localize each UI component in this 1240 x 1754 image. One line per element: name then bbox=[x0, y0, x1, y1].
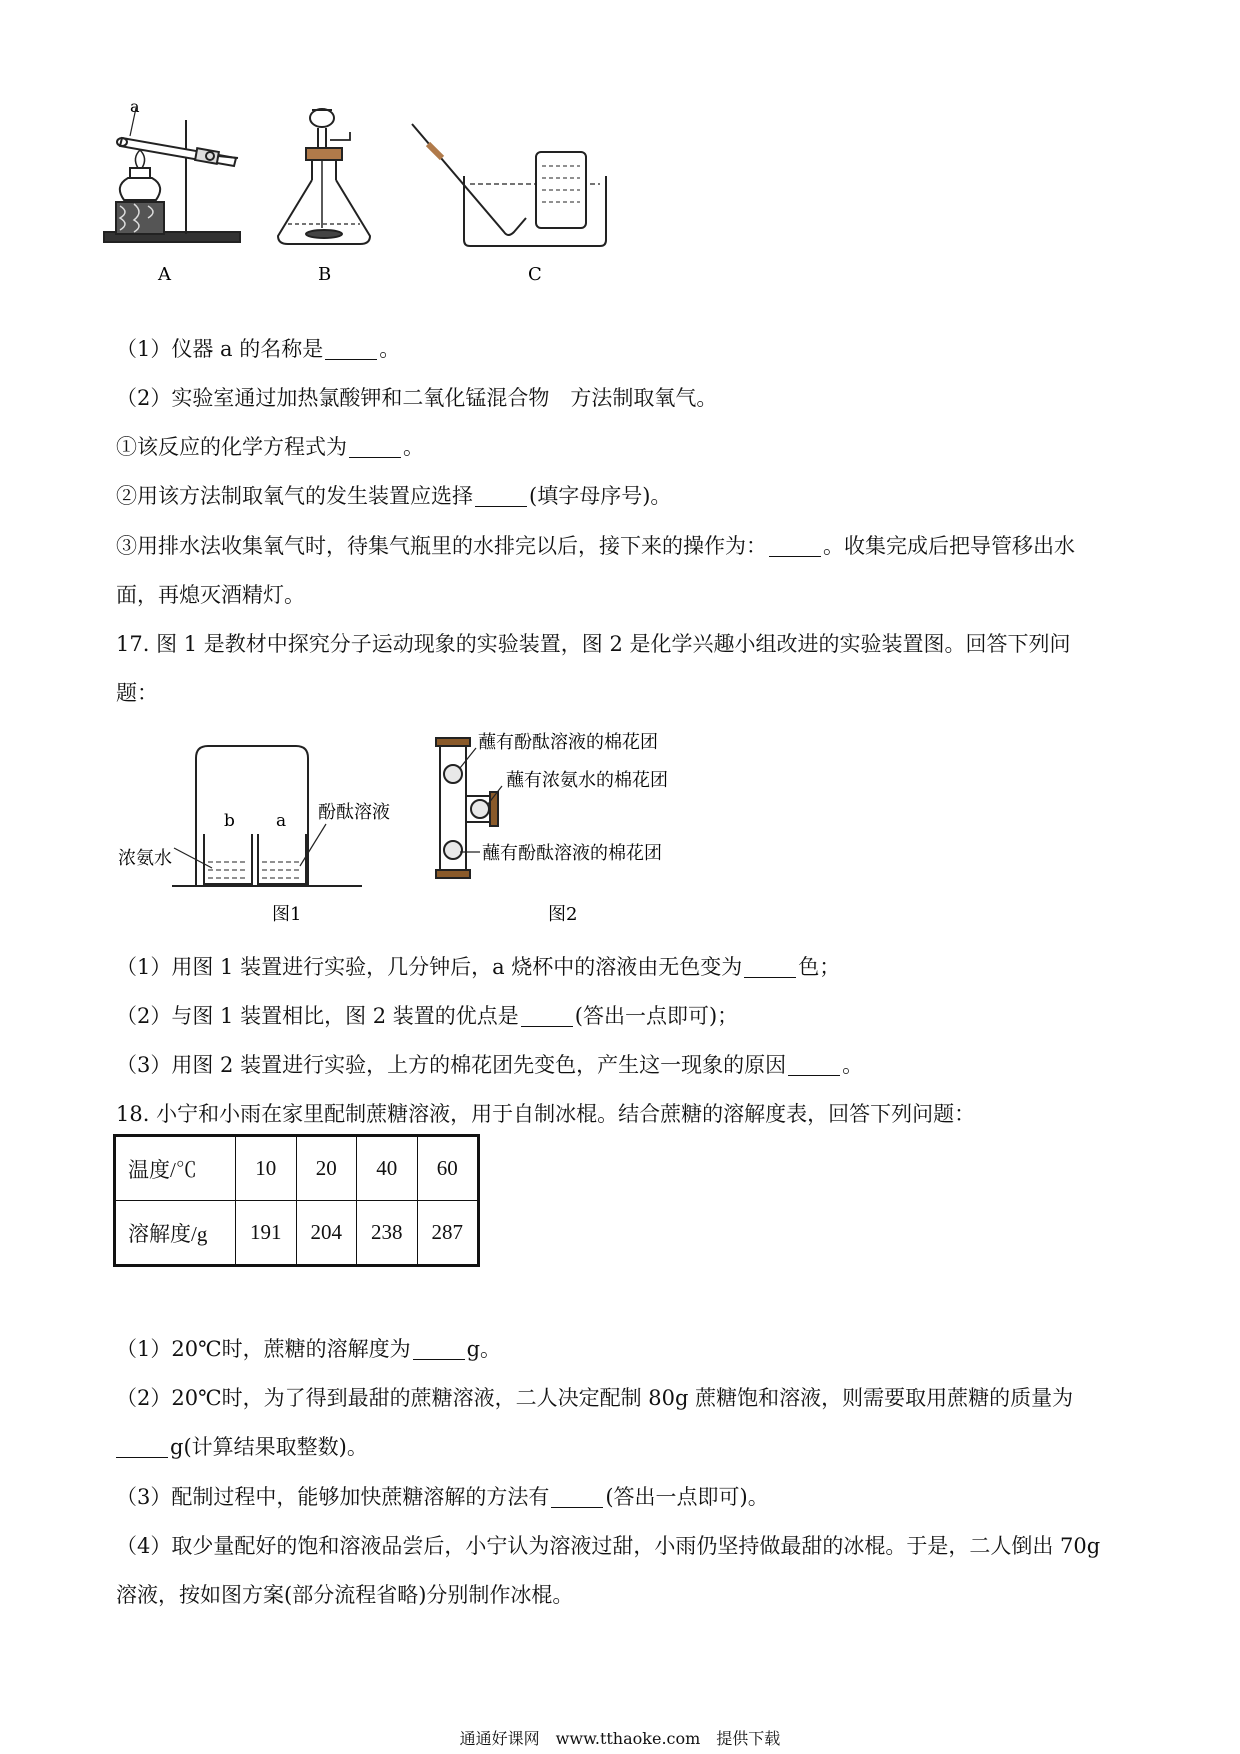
apparatus-label-a: A bbox=[158, 264, 171, 285]
q17-intro-cont: 题： bbox=[116, 681, 158, 705]
table-header-solubility: 溶解度/g bbox=[115, 1201, 236, 1266]
figure-2-caption: 图2 bbox=[548, 904, 578, 925]
q17-part2: （2）与图 1 装置相比，图 2 装置的优点是 (答出一点即可)； bbox=[116, 1004, 739, 1028]
answer-blank[interactable] bbox=[744, 955, 796, 978]
table-header-temperature: 温度/℃ bbox=[115, 1136, 236, 1201]
q17-intro: 17. 图 1 是教材中探究分子运动现象的实验装置，图 2 是化学兴趣小组改进的实验装置图。回答下列问 bbox=[116, 632, 1071, 656]
answer-blank[interactable] bbox=[116, 1435, 168, 1458]
answer-blank[interactable] bbox=[551, 1485, 603, 1508]
apparatus-c bbox=[412, 124, 606, 246]
q16-part2: （2）实验室通过加热氯酸钾和二氧化锰混合物 方法制取氧气。 bbox=[116, 386, 718, 410]
apparatus-b bbox=[278, 109, 370, 244]
answer-blank[interactable] bbox=[521, 1004, 573, 1027]
q16-sub2: ②用该方法制取氧气的发生装置应选择 (填字母序号)。 bbox=[116, 484, 672, 508]
top-cotton-label: 蘸有酚酞溶液的棉花团 bbox=[478, 732, 658, 753]
table-row bbox=[115, 1201, 479, 1266]
phenolphthalein-label: 酚酞溶液 bbox=[318, 802, 390, 823]
apparatus-label-b: B bbox=[318, 264, 332, 285]
apparatus-a bbox=[104, 108, 240, 242]
table-cell: 40 bbox=[357, 1136, 418, 1201]
q16-part1: （1）仪器 a 的名称是 。 bbox=[116, 337, 401, 361]
q17-part1: （1）用图 1 装置进行实验，几分钟后，a 烧杯中的溶液由无色变为 色； bbox=[116, 955, 841, 979]
instrument-a-label: a bbox=[130, 100, 140, 116]
beaker-b-label: b bbox=[224, 811, 235, 831]
middle-cotton-label: 蘸有浓氨水的棉花团 bbox=[506, 770, 668, 791]
answer-blank[interactable] bbox=[413, 1337, 465, 1360]
answer-blank[interactable] bbox=[769, 534, 821, 557]
q16-sub3-cont: 面，再熄灭酒精灯。 bbox=[116, 583, 305, 607]
page-footer: 通通好课网 www.tthaoke.com 提供下载 bbox=[459, 1729, 781, 1748]
figure-1-caption: 图1 bbox=[272, 904, 302, 925]
table-cell: 191 bbox=[236, 1201, 297, 1266]
figure-2-t-tube bbox=[430, 730, 730, 930]
table-cell: 287 bbox=[417, 1201, 479, 1266]
q17-part3: （3）用图 2 装置进行实验，上方的棉花团先变色，产生这一现象的原因 。 bbox=[116, 1053, 864, 1077]
answer-blank[interactable] bbox=[349, 435, 401, 458]
answer-blank[interactable] bbox=[788, 1053, 840, 1076]
figure-1-beakers bbox=[112, 738, 412, 928]
ammonia-label: 浓氨水 bbox=[118, 848, 172, 869]
table-row bbox=[115, 1136, 479, 1201]
bottom-cotton-label: 蘸有酚酞溶液的棉花团 bbox=[482, 843, 662, 864]
q18-intro: 18. 小宁和小雨在家里配制蔗糖溶液，用于自制冰棍。结合蔗糖的溶解度表，回答下列问题： bbox=[116, 1102, 976, 1126]
answer-blank[interactable] bbox=[325, 337, 377, 360]
answer-blank[interactable] bbox=[475, 484, 527, 507]
q18-part4-cont: 溶液，按如图方案(部分流程省略)分别制作冰棍。 bbox=[116, 1583, 574, 1607]
table-cell: 20 bbox=[296, 1136, 357, 1201]
table-cell: 238 bbox=[357, 1201, 418, 1266]
table-cell: 10 bbox=[236, 1136, 297, 1201]
apparatus-label-c: C bbox=[528, 264, 542, 285]
beaker-a-label: a bbox=[276, 811, 287, 831]
q16-sub3: ③用排水法收集氧气时，待集气瓶里的水排完以后，接下来的操作为： 。收集完成后把导管移出水 bbox=[116, 534, 1075, 558]
q18-part1: （1）20℃时，蔗糖的溶解度为 g。 bbox=[116, 1337, 502, 1361]
q16-sub1: ①该反应的化学方程式为 。 bbox=[116, 435, 424, 459]
q18-part2-cont: g(计算结果取整数)。 bbox=[116, 1432, 368, 1462]
table-cell: 60 bbox=[417, 1136, 479, 1201]
apparatus-figure bbox=[100, 100, 620, 310]
q18-part2: （2）20℃时，为了得到最甜的蔗糖溶液，二人决定配制 80g 蔗糖饱和溶液，则需要取用蔗糖的质量为 bbox=[116, 1386, 1074, 1410]
q18-part4: （4）取少量配好的饱和溶液品尝后，小宁认为溶液过甜，小雨仍坚持做最甜的冰棍。于是，二人倒出 70g bbox=[116, 1534, 1101, 1558]
q18-part3: （3）配制过程中，能够加快蔗糖溶解的方法有 (答出一点即可)。 bbox=[116, 1485, 769, 1509]
solubility-table bbox=[113, 1134, 480, 1267]
table-cell: 204 bbox=[296, 1201, 357, 1266]
